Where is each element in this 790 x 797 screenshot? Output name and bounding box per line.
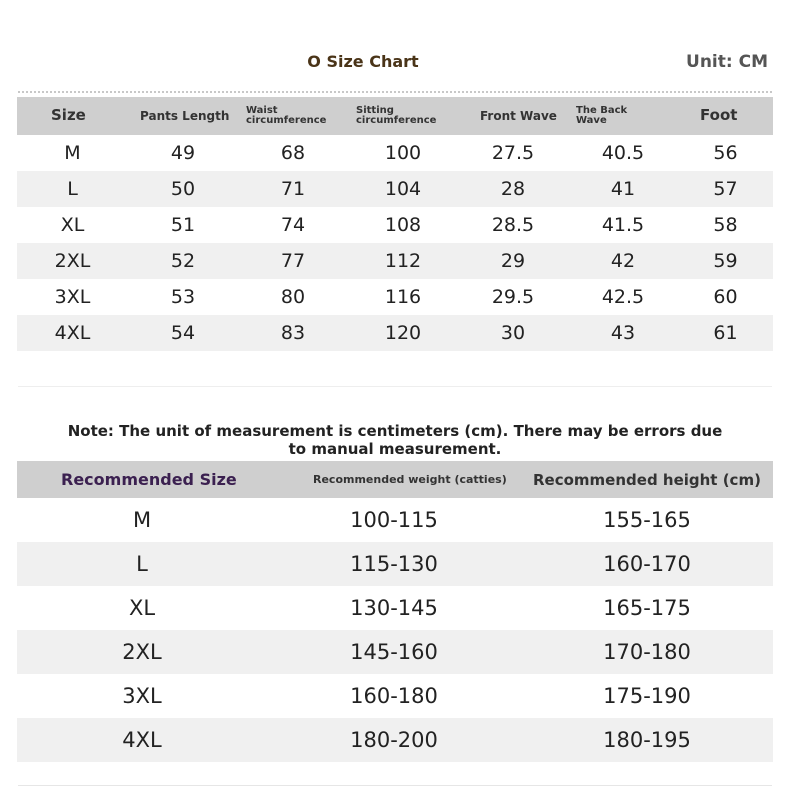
cell-height: 165-175 [603, 596, 691, 620]
note-line-1: Note: The unit of measurement is centimeters (cm). There may be errors due [67, 422, 723, 440]
cell-pants-length: 52 [128, 243, 238, 279]
cell-sitting: 104 [348, 171, 458, 207]
cell-sitting: 112 [348, 243, 458, 279]
table-row [17, 542, 773, 586]
recommendation-header-row [17, 461, 773, 498]
cell-size: 4XL [17, 718, 267, 762]
chart-title: O Size Chart [307, 52, 419, 71]
cell-waist: 80 [280, 286, 306, 308]
measurement-note [0, 422, 790, 458]
cell-back-wave: 41 [568, 171, 678, 207]
cell-sitting: 100 [384, 142, 422, 164]
cell-height: 160-170 [521, 542, 773, 586]
column-header-back-wave: The Back Wave [568, 97, 678, 135]
cell-waist: 71 [238, 171, 348, 207]
cell-waist: 74 [280, 214, 306, 236]
table-row [17, 674, 773, 718]
table-row [17, 586, 773, 630]
column-header-waist: Waist circumference [238, 97, 348, 135]
column-header-recommended-size: Recommended Size [17, 461, 267, 498]
cell-size: 2XL [17, 630, 267, 674]
column-header-front-wave: Front Wave [458, 97, 568, 135]
recommendation-table [17, 461, 773, 762]
table-row [17, 630, 773, 674]
bottom-divider [18, 785, 772, 786]
cell-pants-length: 53 [170, 286, 196, 308]
unit-label: Unit: CM [686, 52, 768, 72]
cell-front-wave: 30 [458, 315, 568, 351]
table-row [17, 498, 773, 542]
cell-height: 175-190 [603, 684, 691, 708]
size-chart-table [17, 97, 773, 351]
cell-waist: 68 [280, 142, 306, 164]
table-row [17, 207, 773, 243]
cell-size: 4XL [17, 315, 128, 351]
cell-weight: 100-115 [350, 508, 438, 532]
table-row [17, 315, 773, 351]
cell-height: 170-180 [521, 630, 773, 674]
section-divider [18, 386, 772, 387]
column-header-recommended-height: Recommended height (cm) [521, 461, 773, 498]
dotted-divider [18, 91, 772, 93]
note-line-2: to manual measurement. [288, 440, 502, 458]
cell-size: 2XL [17, 243, 128, 279]
column-header-sitting: Sitting circumference [348, 97, 458, 135]
cell-size: L [17, 171, 128, 207]
table-row [17, 135, 773, 171]
cell-pants-length: 49 [170, 142, 196, 164]
table-row [17, 279, 773, 315]
cell-weight: 115-130 [267, 542, 521, 586]
cell-foot: 56 [713, 142, 738, 164]
cell-foot: 57 [678, 171, 773, 207]
cell-back-wave: 41.5 [601, 214, 645, 236]
cell-foot: 60 [713, 286, 738, 308]
cell-height: 155-165 [603, 508, 691, 532]
cell-foot: 58 [713, 214, 738, 236]
column-header-size: Size [17, 97, 128, 135]
cell-sitting: 120 [348, 315, 458, 351]
cell-size: 3XL [54, 286, 91, 308]
cell-foot: 59 [678, 243, 773, 279]
cell-size: 3XL [122, 684, 162, 708]
cell-pants-length: 50 [128, 171, 238, 207]
cell-front-wave: 28.5 [491, 214, 535, 236]
table-row [17, 243, 773, 279]
cell-pants-length: 54 [128, 315, 238, 351]
cell-size: L [17, 542, 267, 586]
column-header-pants-length: Pants Length [128, 97, 238, 135]
cell-waist: 77 [238, 243, 348, 279]
cell-height: 180-195 [521, 718, 773, 762]
cell-weight: 145-160 [267, 630, 521, 674]
cell-back-wave: 42 [568, 243, 678, 279]
cell-weight: 160-180 [350, 684, 438, 708]
table-row [17, 718, 773, 762]
table-row [17, 171, 773, 207]
cell-weight: 180-200 [267, 718, 521, 762]
cell-foot: 61 [678, 315, 773, 351]
cell-size: XL [60, 214, 85, 236]
cell-front-wave: 29.5 [491, 286, 535, 308]
cell-sitting: 108 [384, 214, 422, 236]
cell-back-wave: 43 [568, 315, 678, 351]
cell-front-wave: 27.5 [491, 142, 535, 164]
cell-back-wave: 40.5 [601, 142, 645, 164]
cell-waist: 83 [238, 315, 348, 351]
size-chart-header-row [17, 97, 773, 135]
cell-pants-length: 51 [170, 214, 196, 236]
cell-back-wave: 42.5 [601, 286, 645, 308]
cell-front-wave: 29 [458, 243, 568, 279]
cell-sitting: 116 [384, 286, 422, 308]
cell-size: XL [128, 596, 156, 620]
cell-size: M [64, 142, 81, 164]
cell-size: M [132, 508, 152, 532]
cell-front-wave: 28 [458, 171, 568, 207]
column-header-recommended-weight: Recommended weight (catties) [267, 461, 521, 498]
column-header-foot: Foot [678, 97, 773, 135]
cell-weight: 130-145 [350, 596, 438, 620]
